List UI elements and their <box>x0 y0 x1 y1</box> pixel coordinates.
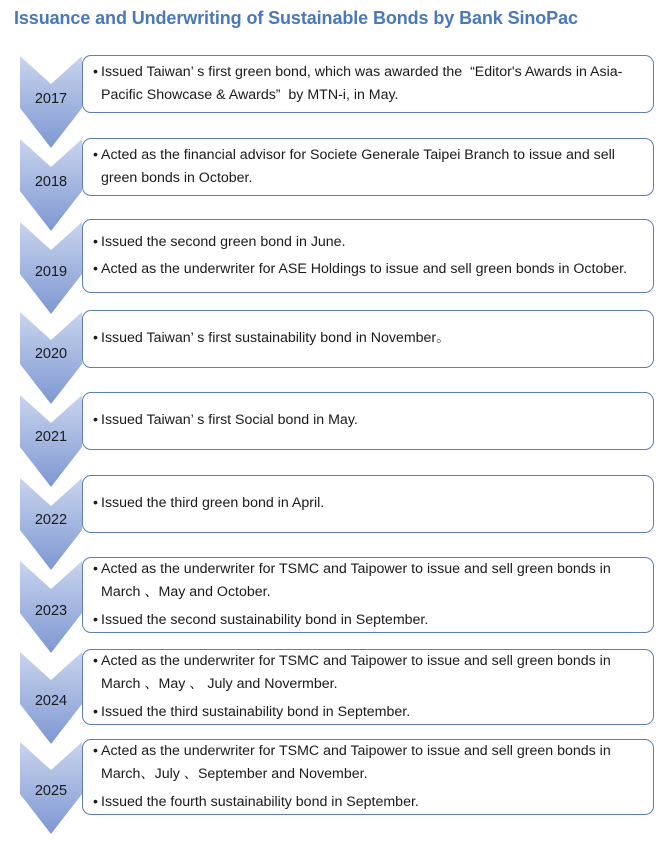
timeline-description-box <box>82 475 654 533</box>
timeline-item-text: Acted as the underwriter for TSMC and Taipower to issue and sell green bonds in March、July 、September and November. <box>101 742 615 783</box>
timeline-item-text: Acted as the underwriter for TSMC and Taipower to issue and sell green bonds in March 、May 、 July and Novermber. <box>101 652 615 693</box>
timeline-bullet-item <box>91 144 643 191</box>
timeline-item-text: Issued the fourth sustainability bond in September. <box>101 793 419 810</box>
bullet-glyph: • <box>93 330 98 347</box>
timeline-year-label: 2023 <box>34 603 68 619</box>
timeline-year-label: 2018 <box>34 174 68 190</box>
timeline-item-text: Issued the third sustainability bond in September. <box>101 703 411 720</box>
timeline-bullet-item <box>91 740 643 787</box>
diagram-title: Issuance and Underwriting of Sustainable Bonds by Bank SinoPac <box>14 8 578 28</box>
bullet-glyph: • <box>93 703 98 720</box>
timeline-bullet-item <box>91 609 643 633</box>
timeline-year-label: 2024 <box>34 693 68 709</box>
bullet-glyph: • <box>93 652 98 669</box>
bullet-glyph: • <box>93 146 98 163</box>
timeline-bullet-item <box>91 492 643 516</box>
bullet-glyph: • <box>93 261 98 277</box>
bullet-glyph: • <box>93 793 98 810</box>
bullet-glyph: • <box>93 233 98 250</box>
timeline-item-text: Issued the second green bond in June. <box>101 233 346 250</box>
timeline-bullet-item <box>91 61 643 108</box>
timeline-item-text: Acted as the underwriter for TSMC and Taipower to issue and sell green bonds in March 、May and October. <box>101 560 615 601</box>
timeline-item-text: Acted as the underwriter for ASE Holdings to issue and sell green bonds in October. <box>101 261 628 277</box>
timeline-description-box <box>82 557 654 633</box>
timeline-description-box <box>82 138 654 196</box>
timeline-item-text: Issued the second sustainability bond in September. <box>101 611 429 628</box>
timeline-description-box <box>82 649 654 725</box>
bullet-glyph: • <box>93 742 98 759</box>
timeline-bullet-item <box>91 558 643 605</box>
timeline-bullet-item <box>91 409 643 433</box>
bullet-glyph: • <box>93 495 98 512</box>
timeline-bullet-item <box>91 701 643 725</box>
timeline-year-label: 2022 <box>34 512 68 528</box>
timeline-bullet-item <box>91 258 643 282</box>
bullet-glyph: • <box>93 63 98 80</box>
bullet-glyph: • <box>93 412 98 429</box>
bullet-glyph: • <box>93 611 98 628</box>
timeline-bullet-item <box>91 231 643 255</box>
timeline-description-box <box>82 219 654 293</box>
timeline-bullet-item <box>91 327 643 351</box>
timeline-year-label: 2021 <box>34 429 68 445</box>
bullet-glyph: • <box>93 560 98 577</box>
timeline-item-text: Issued the third green bond in April. <box>101 495 325 512</box>
timeline-year-label: 2017 <box>34 91 68 107</box>
timeline-bullet-item <box>91 791 643 815</box>
timeline-description-box <box>82 310 654 368</box>
timeline-year-label: 2025 <box>34 783 68 799</box>
timeline-bullet-item <box>91 650 643 697</box>
timeline-year-label: 2020 <box>34 346 68 362</box>
timeline-year-label: 2019 <box>34 264 68 280</box>
timeline-description-box <box>82 739 654 815</box>
timeline-item-text: Acted as the financial advisor for Societe Generale Taipei Branch to issue and sell green bonds in October. <box>101 146 619 186</box>
timeline-item-text: Issued Taiwan’ s first Social bond in May. <box>101 412 358 429</box>
timeline-description-box <box>82 55 654 113</box>
timeline-item-text: Issued Taiwan’ s first green bond, which was awarded the “Editor's Awards in Asia-Pacific Showcase & Awards” by MTN-i, in May. <box>101 63 623 103</box>
timeline-description-box <box>82 392 654 450</box>
timeline-item-text: Issued Taiwan’ s first sustainability bond in November。 <box>101 330 451 347</box>
